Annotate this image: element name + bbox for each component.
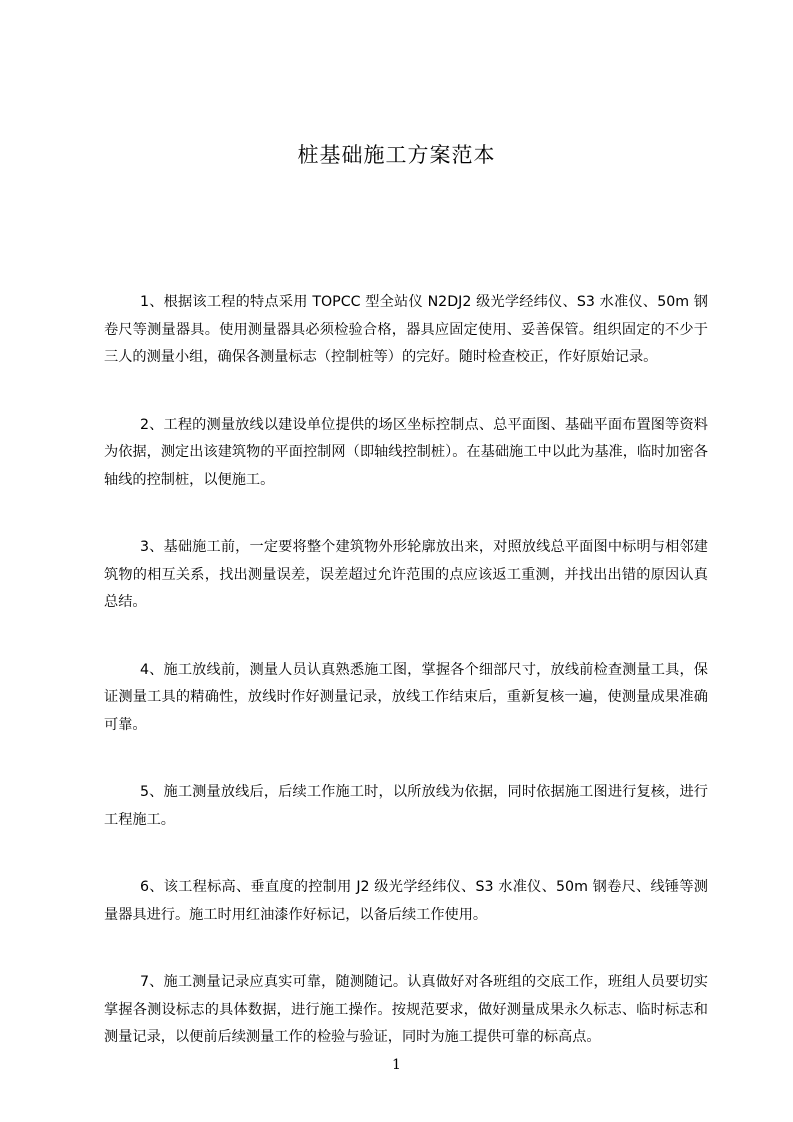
paragraph-5: 5、施工测量放线后，后续工作施工时，以所放线为依据，同时依据施工图进行复核，进行工程施工。	[104, 784, 708, 828]
document-body	[104, 289, 708, 1092]
paragraph-6: 6、该工程标高、垂直度的控制用 J2 级光学经纬仪、S3 水准仪、50m 钢卷尺、线锤等测量器具进行。施工时用红油漆作好标记，以备后续工作使用。	[104, 879, 708, 923]
paragraph-2: 2、工程的测量放线以建设单位提供的场区坐标控制点、总平面图、基础平面布置图等资料为依据，测定出该建筑物的平面控制网（即轴线控制桩）。在基础施工中以此为基准，临时加密各轴线的控制桩，以便施工。	[104, 416, 708, 488]
paragraph-1: 1、根据该工程的特点采用 TOPCC 型全站仪 N2DJ2 级光学经纬仪、S3 水准仪、50m 钢卷尺等测量器具。使用测量器具必须检验合格，器具应固定使用、妥善保管。组织固定的不少于三人的测量小组，确保各测量标志（控制桩等）的完好。随时检查校正，作好原始记录。	[104, 294, 708, 365]
paragraph-3: 3、基础施工前，一定要将整个建筑物外形轮廓放出来，对照放线总平面图中标明与相邻建筑物的相互关系，找出测量误差，误差超过允许范围的点应该返工重测，并找出出错的原因认真总结。	[104, 539, 708, 610]
document-title: 桩基础施工方案范本	[297, 143, 496, 167]
page-number: 1	[392, 1057, 401, 1073]
paragraph-7: 7、施工测量记录应真实可靠，随测随记。认真做好对各班组的交底工作，班组人员要切实掌握各测设标志的具体数据，进行施工操作。按规范要求，做好测量成果永久标志、临时标志和测量记录，以便前后续测量工作的检验与验证，同时为施工提供可靠的标高点。	[104, 974, 708, 1045]
paragraph-4: 4、施工放线前，测量人员认真熟悉施工图，掌握各个细部尺寸，放线前检查测量工具，保证测量工具的精确性，放线时作好测量记录，放线工作结束后，重新复核一遍，使测量成果准确可靠。	[104, 661, 708, 733]
